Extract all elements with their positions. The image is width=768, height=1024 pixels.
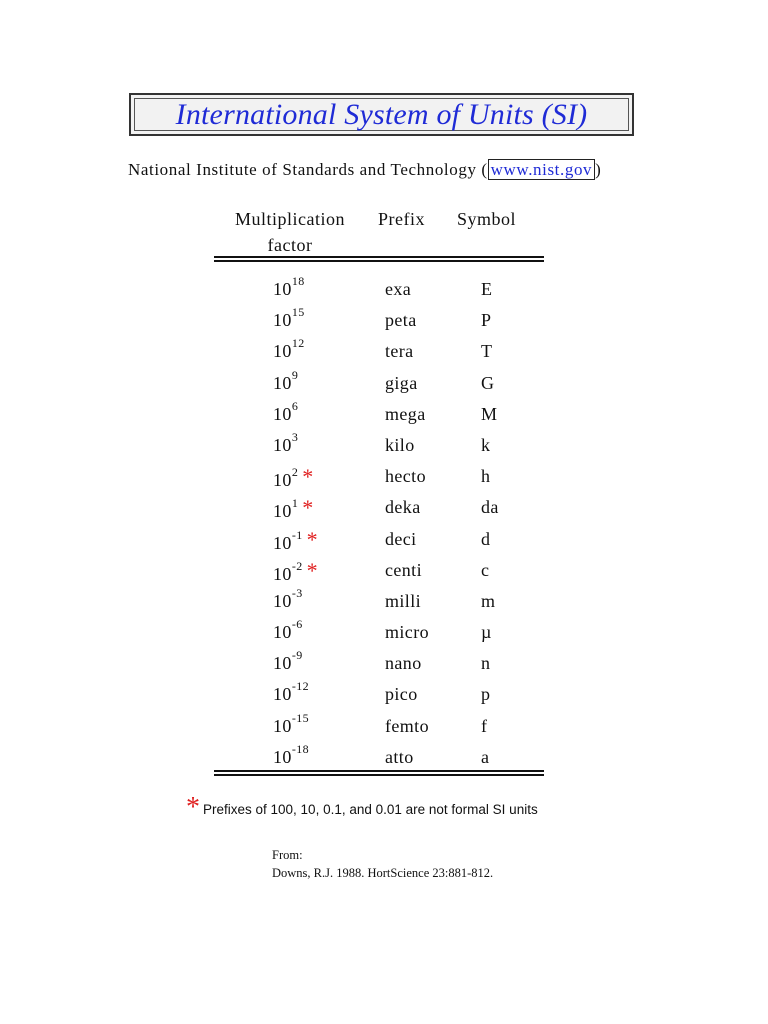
footnote-asterisk: *: [186, 792, 200, 823]
factor-exponent: 1: [291, 496, 299, 511]
factor-exponent: 9: [291, 367, 299, 382]
prefix-cell: mega: [385, 403, 426, 424]
subtitle-suffix: ): [595, 160, 602, 179]
symbol-cell: f: [481, 715, 488, 736]
factor-base: 10: [273, 434, 292, 455]
non-formal-asterisk: *: [302, 495, 314, 521]
factor-exponent: 15: [291, 305, 305, 320]
factor-exponent: -6: [291, 617, 303, 632]
title-inner-frame: [134, 98, 629, 131]
factor-base: 10: [273, 622, 292, 643]
factor-base: 10: [273, 372, 292, 393]
prefix-table-body: [0, 275, 768, 774]
factor-base: 10: [273, 563, 292, 584]
header-multiplication-line2: factor: [267, 235, 313, 255]
factor-base: 10: [273, 684, 292, 705]
table-row: [0, 462, 768, 493]
header-multiplication-line1: Multiplication: [235, 209, 345, 229]
title-box: [129, 93, 634, 136]
factor-exponent: 2: [291, 465, 299, 480]
symbol-cell: d: [481, 528, 491, 549]
factor-base: 10: [273, 279, 292, 299]
prefix-cell: kilo: [385, 434, 415, 455]
factor-base: 10: [273, 470, 292, 491]
factor-cell: [273, 585, 303, 612]
symbol-cell: E: [481, 279, 493, 299]
factor-cell: [273, 367, 299, 394]
factor-cell: [273, 648, 303, 674]
symbol-cell: k: [481, 434, 491, 455]
symbol-cell: m: [481, 590, 496, 611]
factor-cell: [273, 557, 319, 586]
factor-exponent: 18: [291, 274, 305, 288]
factor-cell: [273, 305, 305, 331]
table-row: [0, 337, 768, 368]
prefix-cell: deci: [385, 528, 417, 549]
factor-base: 10: [273, 403, 292, 424]
table-row: [0, 680, 768, 711]
factor-exponent: -1: [291, 527, 303, 542]
header-rule-bottom: [214, 260, 544, 262]
factor-exponent: -2: [291, 558, 303, 573]
prefix-cell: giga: [385, 372, 418, 393]
header-rule-top: [214, 256, 544, 258]
factor-exponent: -15: [291, 710, 310, 725]
factor-cell: [273, 526, 319, 555]
table-row: [0, 275, 768, 306]
source-reference: Downs, R.J. 1988. HortScience 23:881-812.: [272, 866, 494, 880]
factor-base: 10: [273, 310, 292, 331]
symbol-cell: G: [481, 372, 495, 393]
factor-base: 10: [273, 715, 292, 736]
symbol-cell: µ: [481, 622, 492, 643]
factor-base: 10: [273, 532, 292, 553]
factor-exponent: -18: [291, 741, 310, 756]
non-formal-asterisk: *: [302, 464, 314, 490]
symbol-cell: h: [481, 466, 491, 487]
table-row: [0, 712, 768, 743]
factor-cell: [273, 617, 303, 643]
table-row: [0, 618, 768, 649]
header-symbol: Symbol: [457, 209, 517, 229]
subtitle: [128, 160, 601, 180]
header-multiplication-factor: [226, 206, 354, 258]
table-row: [0, 556, 768, 587]
symbol-cell: c: [481, 559, 490, 580]
factor-exponent: 3: [291, 429, 299, 444]
prefix-cell: peta: [385, 310, 417, 331]
prefix-cell: deka: [385, 497, 421, 518]
prefix-cell: hecto: [385, 466, 426, 487]
prefix-cell: centi: [385, 559, 422, 580]
factor-exponent: -3: [291, 585, 303, 600]
source-citation: [272, 846, 493, 882]
table-row: [0, 649, 768, 680]
non-formal-asterisk: *: [306, 526, 319, 552]
non-formal-asterisk: *: [306, 557, 319, 583]
factor-base: 10: [273, 653, 292, 674]
table-row: [0, 369, 768, 400]
factor-cell: [273, 497, 314, 523]
factor-cell: [273, 710, 310, 737]
page-title: International System of Units (SI): [175, 97, 588, 131]
factor-cell: [273, 398, 299, 425]
factor-base: 10: [273, 341, 292, 362]
symbol-cell: p: [481, 684, 491, 705]
factor-cell: [273, 429, 299, 456]
symbol-cell: M: [481, 403, 498, 424]
factor-base: 10: [273, 501, 292, 522]
factor-exponent: 12: [291, 336, 305, 351]
prefix-cell: atto: [385, 746, 414, 767]
factor-cell: [273, 466, 314, 492]
subtitle-text: National Institute of Standards and Technology (: [128, 160, 488, 179]
prefix-cell: nano: [385, 653, 422, 674]
table-row: [0, 587, 768, 618]
prefix-cell: femto: [385, 715, 429, 736]
footer-rule-bottom: [214, 774, 544, 776]
factor-exponent: 6: [291, 398, 299, 413]
table-row: [0, 431, 768, 462]
factor-exponent: -9: [291, 648, 303, 663]
table-row: [0, 306, 768, 337]
symbol-cell: n: [481, 653, 491, 674]
factor-exponent: -12: [291, 679, 310, 694]
footnote-text: Prefixes of 100, 10, 0.1, and 0.01 are not formal SI units: [203, 802, 538, 817]
prefix-cell: pico: [385, 684, 418, 705]
footer-rule-top: [214, 770, 544, 772]
symbol-cell: a: [481, 746, 490, 767]
header-prefix: Prefix: [378, 209, 425, 229]
table-row: [0, 525, 768, 556]
prefix-cell: tera: [385, 341, 414, 362]
prefix-cell: exa: [385, 279, 412, 299]
factor-cell: [273, 679, 310, 705]
factor-cell: [273, 274, 305, 300]
factor-base: 10: [273, 590, 292, 611]
prefix-cell: milli: [385, 590, 422, 611]
footnote: [186, 790, 538, 822]
symbol-cell: T: [481, 341, 493, 362]
symbol-cell: P: [481, 310, 492, 331]
symbol-cell: da: [481, 497, 499, 518]
table-row: [0, 493, 768, 524]
nist-link[interactable]: www.nist.gov: [488, 159, 596, 180]
table-row: [0, 400, 768, 431]
factor-base: 10: [273, 746, 292, 767]
factor-cell: [273, 336, 305, 362]
source-label: From:: [272, 848, 303, 862]
prefix-cell: micro: [385, 622, 429, 643]
factor-cell: [273, 741, 310, 768]
